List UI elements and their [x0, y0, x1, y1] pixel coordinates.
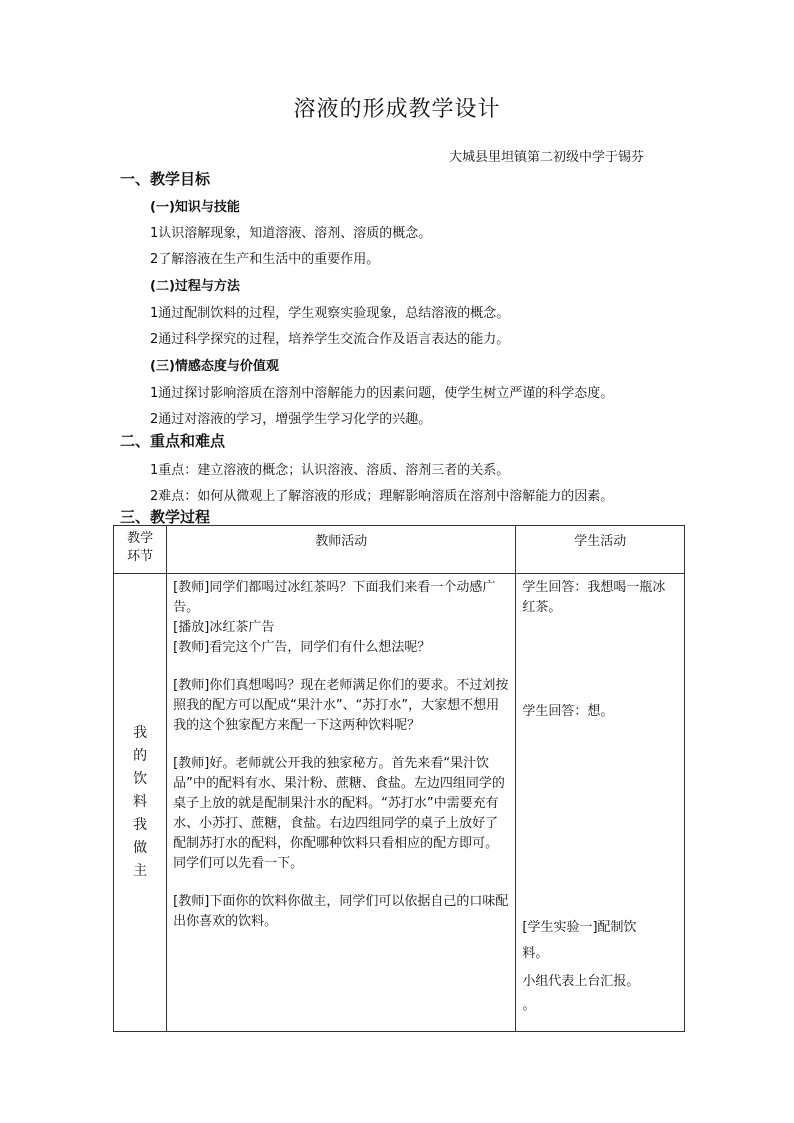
student-paragraph: 学生回答：想。 — [522, 704, 614, 719]
student-paragraph: 小组代表上台汇报。 — [522, 974, 640, 989]
keypoint-item: 1重点：建立溶液的概念；认识溶液、溶质、溶剂三者的关系。 — [150, 463, 510, 478]
stage-char: 的 — [133, 748, 148, 764]
objective-item: 1认识溶解现象，知道溶液、溶剂、溶质的概念。 — [150, 226, 432, 241]
page-title: 溶液的形成教学设计 — [293, 97, 501, 122]
stage-cell — [114, 574, 167, 1032]
objective-item: 1通过配制饮料的过程，学生观察实验现象，总结溶液的概念。 — [150, 306, 510, 321]
teacher-paragraph: [教师]同学们都喝过冰红茶吗？下面我们来看一个动感广告。 — [173, 580, 496, 615]
objective-item: 2了解溶液在生产和生活中的重要作用。 — [150, 252, 380, 267]
subheading-process: (二)过程与方法 — [150, 279, 240, 294]
student-paragraph: 料。 — [522, 946, 549, 961]
objective-item: 2通过科学探究的过程，培养学生交流合作及语言表达的能力。 — [150, 332, 510, 347]
objective-item: 2通过对溶液的学习，增强学生学习化学的兴趣。 — [150, 412, 432, 427]
teacher-paragraph: [教师]好。老师就公开我的独家秘方。首先来看“果汁饮品”中的配料有水、果汁粉、蔗糖、食盐。左边四组同学的桌子上放的就是配制果汁水的配料。“苏打水”中需要充有水、小苏打、蔗糖，食盐。右边四组同学的桌子上放好了配制苏打水的配料，你配哪种饮料只看相应的配方即可。同学们可以先看一下。 — [173, 756, 505, 871]
header-stage-line1: 教学 — [127, 531, 154, 546]
stage-char: 我 — [133, 817, 148, 833]
section-heading-keypoints: 二、重点和难点 — [120, 432, 226, 450]
teacher-paragraph: [播放]冰红茶广告 — [173, 620, 275, 635]
student-paragraph: 学生回答：我想喝一瓶冰红茶。 — [522, 580, 666, 615]
section-heading-objectives: 一、教学目标 — [120, 170, 211, 188]
subheading-attitude: (三)情感态度与价值观 — [150, 359, 279, 374]
teacher-paragraph: [教师]下面你的饮料你做主，同学们可以依据自己的口味配出你喜欢的饮料。 — [173, 894, 509, 929]
author-line: 大城县里坦镇第二初级中学于锡芬 — [448, 150, 644, 165]
teaching-process-table — [113, 525, 685, 1032]
teacher-activity-cell — [167, 574, 516, 1032]
header-stage — [114, 526, 167, 574]
table-row — [114, 574, 685, 1032]
header-stage-line2: 环节 — [127, 549, 154, 564]
table-header-row — [114, 526, 685, 574]
teacher-paragraph: [教师]你们真想喝吗？现在老师满足你们的要求。不过刘按照我的配方可以配成“果汁水”、“苏打水”，大家想不想用我的这个独家配方来配一下这两种饮料呢？ — [173, 678, 509, 733]
stage-char: 主 — [133, 863, 148, 879]
header-student: 学生活动 — [516, 526, 685, 574]
teacher-paragraph: [教师]看完这个广告，同学们有什么想法呢？ — [173, 640, 431, 655]
objective-item: 1通过探讨影响溶质在溶剂中溶解能力的因素问题，使学生树立严谨的科学态度。 — [150, 386, 614, 401]
keypoint-item: 2难点：如何从微观上了解溶液的形成；理解影响溶质在溶剂中溶解能力的因素。 — [150, 489, 614, 504]
student-paragraph: 。 — [522, 998, 536, 1013]
stage-char: 饮 — [133, 771, 148, 787]
stage-char: 料 — [133, 794, 148, 810]
student-paragraph: [学生实验一]配制饮 — [522, 920, 637, 935]
header-teacher: 教师活动 — [167, 526, 516, 574]
student-activity-cell — [516, 574, 685, 1032]
stage-char: 做 — [133, 840, 148, 856]
stage-char: 我 — [133, 725, 148, 741]
subheading-knowledge: (一)知识与技能 — [150, 200, 240, 215]
section-heading-process: 三、教学过程 — [120, 508, 211, 526]
